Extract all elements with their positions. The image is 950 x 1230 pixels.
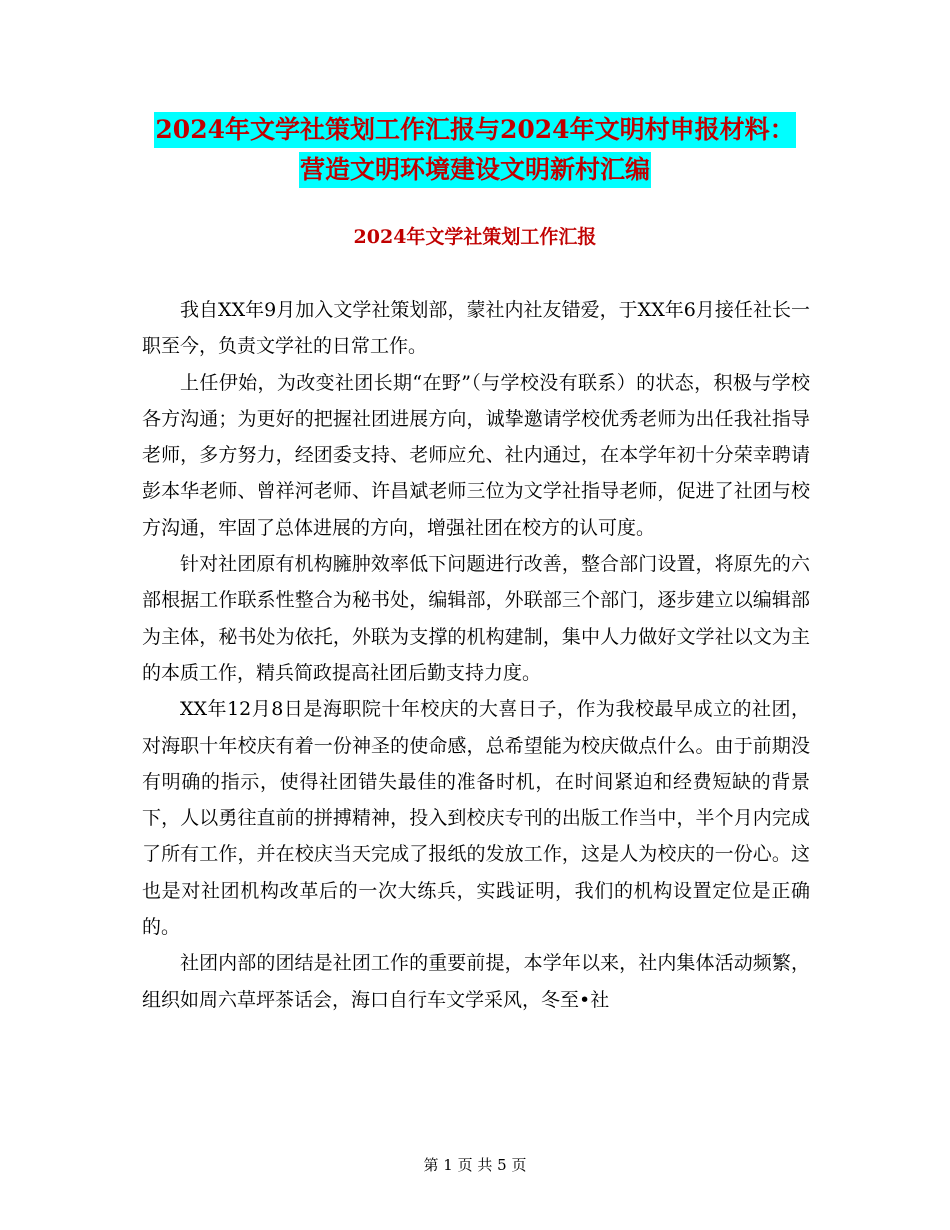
paragraph: 社团内部的团结是社团工作的重要前提，本学年以来，社内集体活动频繁，组织如周六草坪茶话会，海口自行车文学采风，冬至•社 <box>142 952 810 1011</box>
paragraph: 针对社团原有机构臃肿效率低下问题进行改善，整合部门设置，将原先的六部根据工作联系性整合为秘书处，编辑部，外联部三个部门，逐步建立以编辑部为主体，秘书处为依托，外联为支撑的机构建制，集中人力做好文学社以文为主的本质工作，精兵简政提高社团后勤支持力度。 <box>142 553 810 684</box>
title-line-2: 营造文明环境建设文明新村汇编 <box>299 152 651 188</box>
title-line-1: 2024年文学社策划工作汇报与2024年文明村申报材料： <box>154 112 795 148</box>
page-number: 第 1 页 共 5 页 <box>423 1156 527 1174</box>
paragraph: XX年12月8日是海职院十年校庆的大喜日子，作为我校最早成立的社团，对海职十年校庆有着一份神圣的使命感，总希望能为校庆做点什么。由于前期没有明确的指示，使得社团错失最佳的准备时机，在时间紧迫和经费短缺的背景下，人以勇往直前的拼搏精神，投入到校庆专刊的出版工作当中，半个月内完成了所有工作，并在校庆当天完成了报纸的发放工作，这是人为校庆的一份心。这也是对社团机构改革后的一次大练兵，实践证明，我们的机构设置定位是正确的。 <box>142 698 810 939</box>
paragraph: 上任伊始，为改变社团长期“在野”（与学校没有联系）的状态，积极与学校各方沟通；为更好的把握社团进展方向，诚挚邀请学校优秀老师为出任我社指导老师，多方努力，经团委支持、老师应允、社内通过，在本学年初十分荣幸聘请彭本华老师、曾祥河老师、许昌斌老师三位为文学社指导老师，促进了社团与校方沟通，牢固了总体进展的方向，增强社团在校方的认可度。 <box>142 371 810 539</box>
paragraph: 我自XX年9月加入文学社策划部，蒙社内社友错爱，于XX年6月接任社长一职至今，负责文学社的日常工作。 <box>142 299 810 358</box>
document-title <box>0 112 950 188</box>
section-heading: 2024年文学社策划工作汇报 <box>353 226 597 248</box>
document-body <box>142 292 810 1018</box>
